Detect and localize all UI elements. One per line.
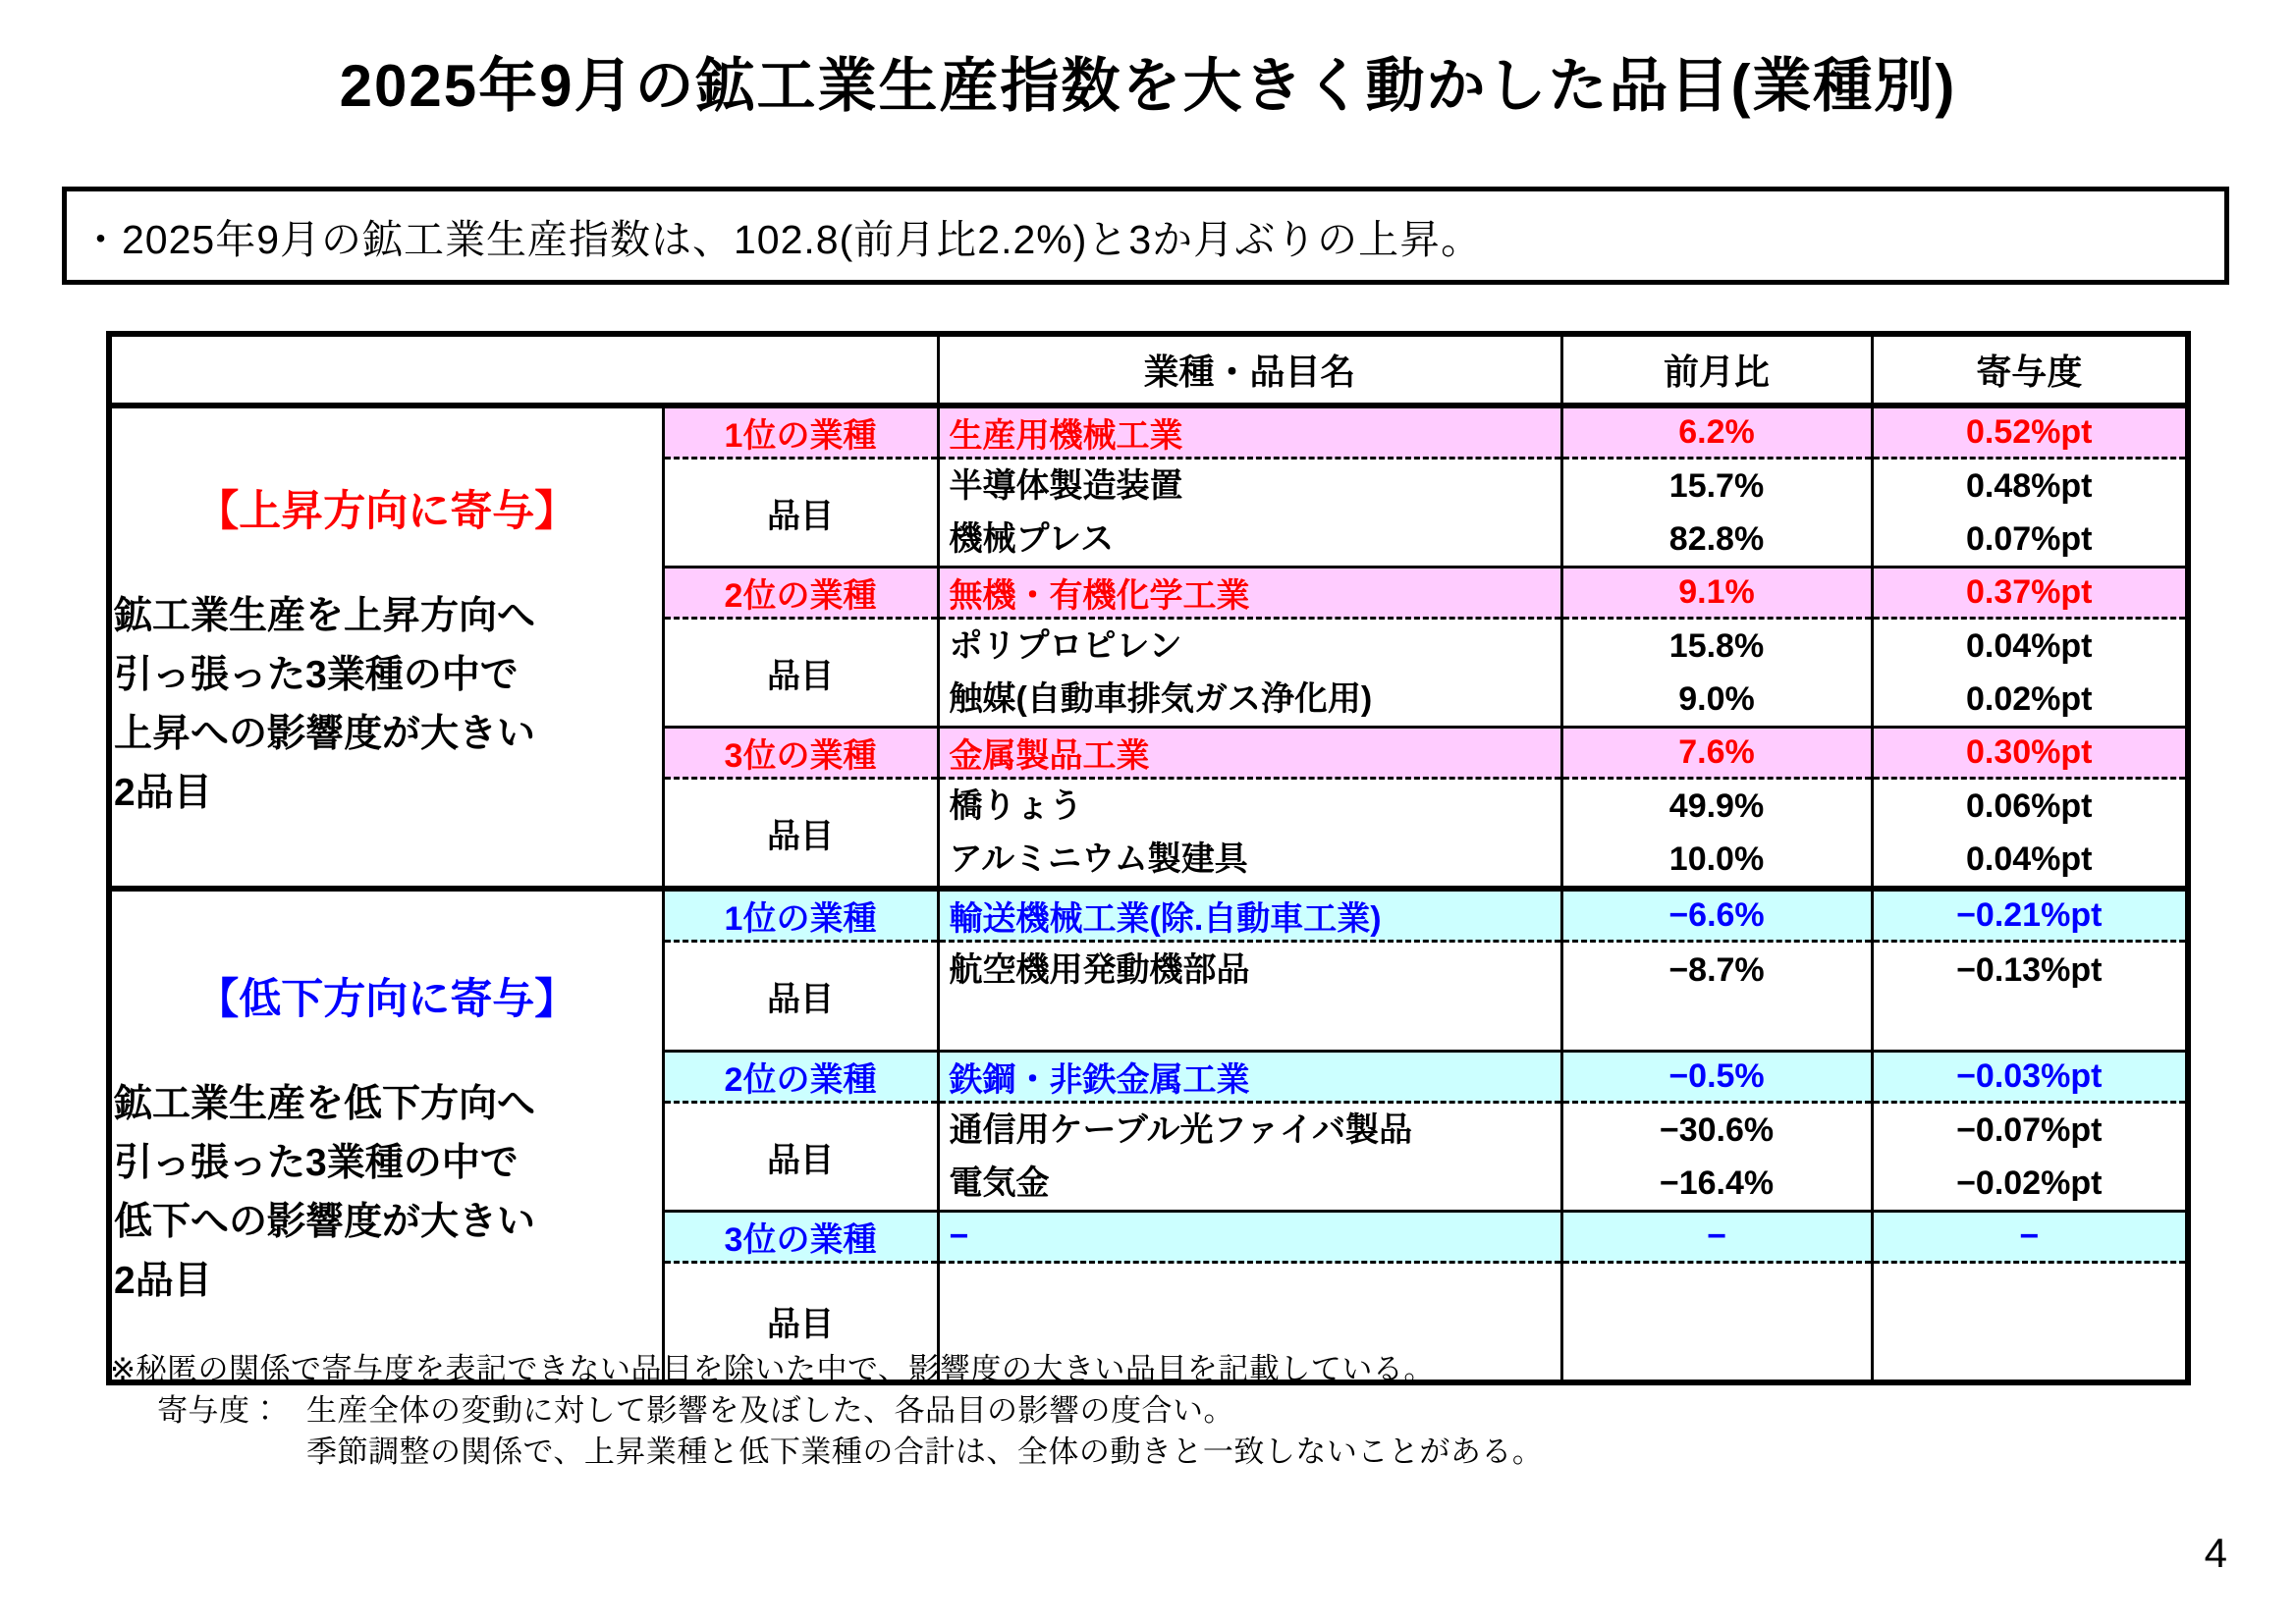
item-mom: −8.7% (1668, 950, 1765, 989)
item-contribution: 0.04%pt (1966, 840, 2093, 878)
summary-text: ・2025年9月の鉱工業生産指数は、102.8(前月比2.2%)と3か月ぶりの上昇。 (81, 216, 1483, 262)
item-mom: 10.0% (1668, 840, 1765, 878)
industry-name-cell: 金属製品工業 (938, 728, 1561, 779)
header-contribution-cell: 寄与度 (1872, 334, 2188, 406)
rank-cell: 2位の業種 (663, 1052, 938, 1103)
section-side-cell-down (109, 889, 663, 1382)
item-mom: 82.8% (1668, 520, 1765, 558)
item-names-cell (938, 459, 1561, 568)
table-header-row (109, 334, 2188, 406)
item-name: 半導体製造装置 (949, 467, 1183, 505)
industry-mom-cell: 9.1% (1561, 568, 1872, 619)
item-contribution: 0.48%pt (1966, 467, 2093, 505)
page-number: 4 (2204, 1530, 2227, 1576)
item-contribution-cell (1872, 1103, 2188, 1212)
industry-name-cell: − (938, 1212, 1561, 1263)
rank-cell: 1位の業種 (663, 406, 938, 459)
item-names-cell (938, 942, 1561, 1052)
footnote-secrecy: ※秘匿の関係で寄与度を表記できない品目を除いた中で、影響度の大きい品目を記載している。 (110, 1352, 1435, 1386)
item-contribution: 0.06%pt (1966, 787, 2093, 825)
item-mom: −16.4% (1659, 1164, 1775, 1202)
item-mom-cell (1561, 779, 1872, 890)
item-names-cell (938, 1103, 1561, 1212)
section-description-down: 鉱工業生産を低下方向へ 引っ張った3業種の中で 低下への影響度が大きい 2品目 (114, 1082, 536, 1302)
page-title: 2025年9月の鉱工業生産指数を大きく動かした品目(業種別) (339, 53, 1957, 119)
industry-mom-cell: − (1561, 1212, 1872, 1263)
industry-contribution-cell: 0.30%pt (1872, 728, 2188, 779)
industry-name-cell: 生産用機械工業 (938, 406, 1561, 459)
item-contribution: 0.02%pt (1966, 680, 2093, 718)
item-contribution: 0.07%pt (1966, 520, 2093, 558)
footnote-contribution-label: 寄与度： (157, 1393, 281, 1428)
item-label-cell: 品目 (663, 619, 938, 728)
industry-contribution-cell: −0.03%pt (1872, 1052, 2188, 1103)
section-heading-up: 【上昇方向に寄与】 (196, 487, 577, 535)
industry-contribution-cell: −0.21%pt (1872, 889, 2188, 942)
item-mom: 15.7% (1668, 467, 1765, 505)
item-mom: −30.6% (1659, 1111, 1775, 1149)
item-contribution: 0.04%pt (1966, 627, 2093, 665)
item-name: アルミニウム製建具 (949, 840, 1248, 878)
item-mom-cell (1561, 942, 1872, 1052)
summary-box (62, 187, 2229, 285)
item-contribution-cell (1872, 459, 2188, 568)
item-contribution-cell (1872, 942, 2188, 1052)
rank-cell: 3位の業種 (663, 728, 938, 779)
rank-cell: 2位の業種 (663, 568, 938, 619)
header-name-cell: 業種・品目名 (938, 334, 1561, 406)
industry-mom-cell: −0.5% (1561, 1052, 1872, 1103)
item-names-cell (938, 619, 1561, 728)
item-contribution-cell (1872, 779, 2188, 890)
footnote-contribution-text: 生産全体の変動に対して影響を及ぼした、各品目の影響の度合い。 (306, 1393, 1234, 1428)
item-label-cell: 品目 (663, 942, 938, 1052)
item-name: 航空機用発動機部品 (949, 950, 1250, 989)
item-contribution: −0.02%pt (1956, 1164, 2103, 1202)
industry-rank-row (109, 406, 2188, 459)
rank-cell: 1位の業種 (663, 889, 938, 942)
footnote-contribution-definition (157, 1390, 1543, 1432)
industry-mom-cell: 6.2% (1561, 406, 1872, 459)
item-mom-cell (1561, 1263, 1872, 1382)
item-name: 通信用ケーブル光ファイバ製品 (949, 1111, 1413, 1149)
item-mom-cell (1561, 459, 1872, 568)
industry-contribution-cell: 0.37%pt (1872, 568, 2188, 619)
industry-contribution-cell: − (1872, 1212, 2188, 1263)
item-name: 触媒(自動車排気ガス浄化用) (949, 680, 1373, 718)
header-mom-cell: 前月比 (1561, 334, 1872, 406)
section-description-up: 鉱工業生産を上昇方向へ 引っ張った3業種の中で 上昇への影響度が大きい 2品目 (114, 594, 536, 814)
item-name: 橋りょう (949, 787, 1083, 825)
item-label-cell: 品目 (663, 1263, 938, 1382)
item-name: ポリプロピレン (949, 627, 1182, 665)
item-contribution-cell (1872, 1263, 2188, 1382)
section-side-cell-up (109, 406, 663, 889)
item-contribution-cell (1872, 619, 2188, 728)
item-name: 機械プレス (949, 520, 1115, 558)
industry-name-cell: 無機・有機化学工業 (938, 568, 1561, 619)
industry-name-cell: 輸送機械工業(除.自動車工業) (938, 889, 1561, 942)
contribution-table (106, 331, 2191, 1385)
item-label-cell: 品目 (663, 1103, 938, 1212)
item-label-cell: 品目 (663, 459, 938, 568)
rank-cell: 3位の業種 (663, 1212, 938, 1263)
industry-name-cell: 鉄鋼・非鉄金属工業 (938, 1052, 1561, 1103)
item-names-cell (938, 779, 1561, 890)
footnote-seasonal-adjustment: 季節調整の関係で、上昇業種と低下業種の合計は、全体の動きと一致しないことがある。 (306, 1435, 1544, 1469)
industry-contribution-cell: 0.52%pt (1872, 406, 2188, 459)
item-mom: 49.9% (1668, 787, 1765, 825)
footnotes (110, 1349, 1543, 1473)
item-mom-cell (1561, 1103, 1872, 1212)
item-name: 電気金 (949, 1164, 1050, 1202)
header-corner-cell (109, 334, 938, 406)
item-mom: 15.8% (1668, 627, 1765, 665)
item-contribution: −0.07%pt (1956, 1111, 2103, 1149)
industry-rank-row (109, 889, 2188, 942)
section-heading-down: 【低下方向に寄与】 (196, 975, 577, 1023)
item-contribution: −0.13%pt (1956, 950, 2103, 989)
industry-mom-cell: 7.6% (1561, 728, 1872, 779)
industry-mom-cell: −6.6% (1561, 889, 1872, 942)
item-label-cell: 品目 (663, 779, 938, 890)
item-mom: 9.0% (1678, 680, 1755, 718)
item-mom-cell (1561, 619, 1872, 728)
